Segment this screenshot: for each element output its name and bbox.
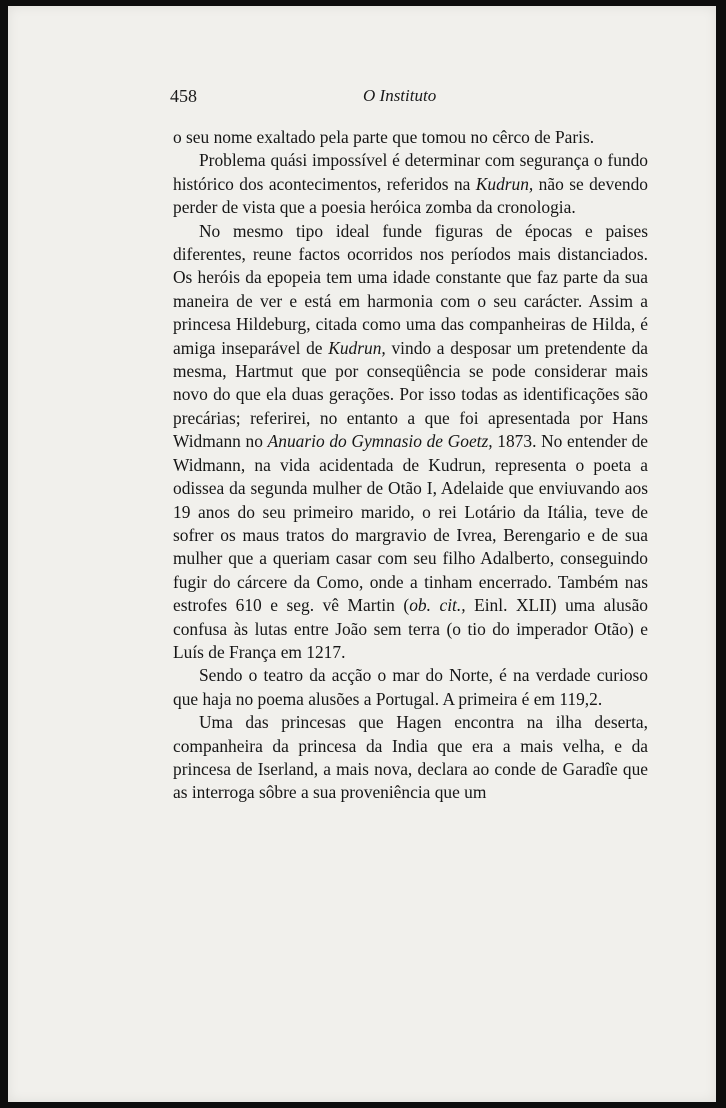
page-number: 458 [170,86,197,106]
paragraph-4 [173,664,648,711]
text-run: 1873. No entender de Widmann, na vida acidentada de Kudrun, representa o poeta a odissea da segunda mulher de Otão I, Adelaide que enviuvando aos 19 anos do seu primeiro marido, o rei Lotário da Itália, teve de sofrer os maus tratos do margravio de Ivrea, Berengario e de sua mulher que a queriam casar com seu filho Adalberto, conseguindo fugir do cárcere da Como, onde a tinham encerrado. Também nas estrofes 610 e seg. vê Martin ( [173,431,648,616]
text-run: Einl. XLII) uma alusão confusa às lutas entre João sem terra (o tio do imperador Otão) e Luís de França em 1217. [173,595,648,662]
italic-title-kudrun: Kudrun, [328,337,386,358]
paragraph-3 [173,220,648,665]
italic-title-anuario: Anuario do Gymnasio de Goetz, [267,431,493,452]
book-page [8,6,716,1102]
paragraph-1 [173,126,648,149]
text-run: Uma das princesas que Hagen encontra na ilha deserta, companheira da princesa da India que era a mais velha, e da princesa de Iserland, a mais nova, declara ao conde de Garadîe que as interroga sôbre a sua proveniência que um [173,712,648,803]
paragraph-5 [173,711,648,805]
text-run: não se devendo perder de vista que a poesia heróica zomba da cronologia. [173,173,649,218]
paragraph-2 [173,149,648,219]
text-run: Sendo o teatro da acção o mar do Norte, é na verdade curioso que haja no poema alusões a Portugal. A primeira é em 119,2. [173,665,648,709]
text-run: No mesmo tipo ideal funde figuras de épocas e paises diferentes, reune factos ocorridos nos períodos mais distanciados. Os heróis da epopeia tem uma idade constante que faz parte da sua maneira de ver e está em harmonia com o seu carácter. Assim a princesa Hildeburg, citada como uma das companheiras de Hilda, é amiga inseparável de [173,220,648,358]
running-title: O Instituto [363,86,437,105]
text-run: o seu nome exaltado pela parte que tomou no cêrco de Paris. [173,127,595,147]
italic-title-kudrun: Kudrun, [475,173,534,194]
page-header [163,81,648,111]
italic-citation: ob. cit., [409,595,466,616]
text-run: Problema quási impossível é determinar com segurança o fundo histórico dos acontecimentos, referidos na [173,150,648,194]
body-text [173,126,648,805]
text-run: vindo a desposar um pretendente da mesma, Hartmut que por conseqüência se pode considerar mais novo do que ela duas gerações. Por isso todas as identificações são precárias; referirei, no entanto a que foi apresentada por Hans Widmann no [173,337,648,452]
